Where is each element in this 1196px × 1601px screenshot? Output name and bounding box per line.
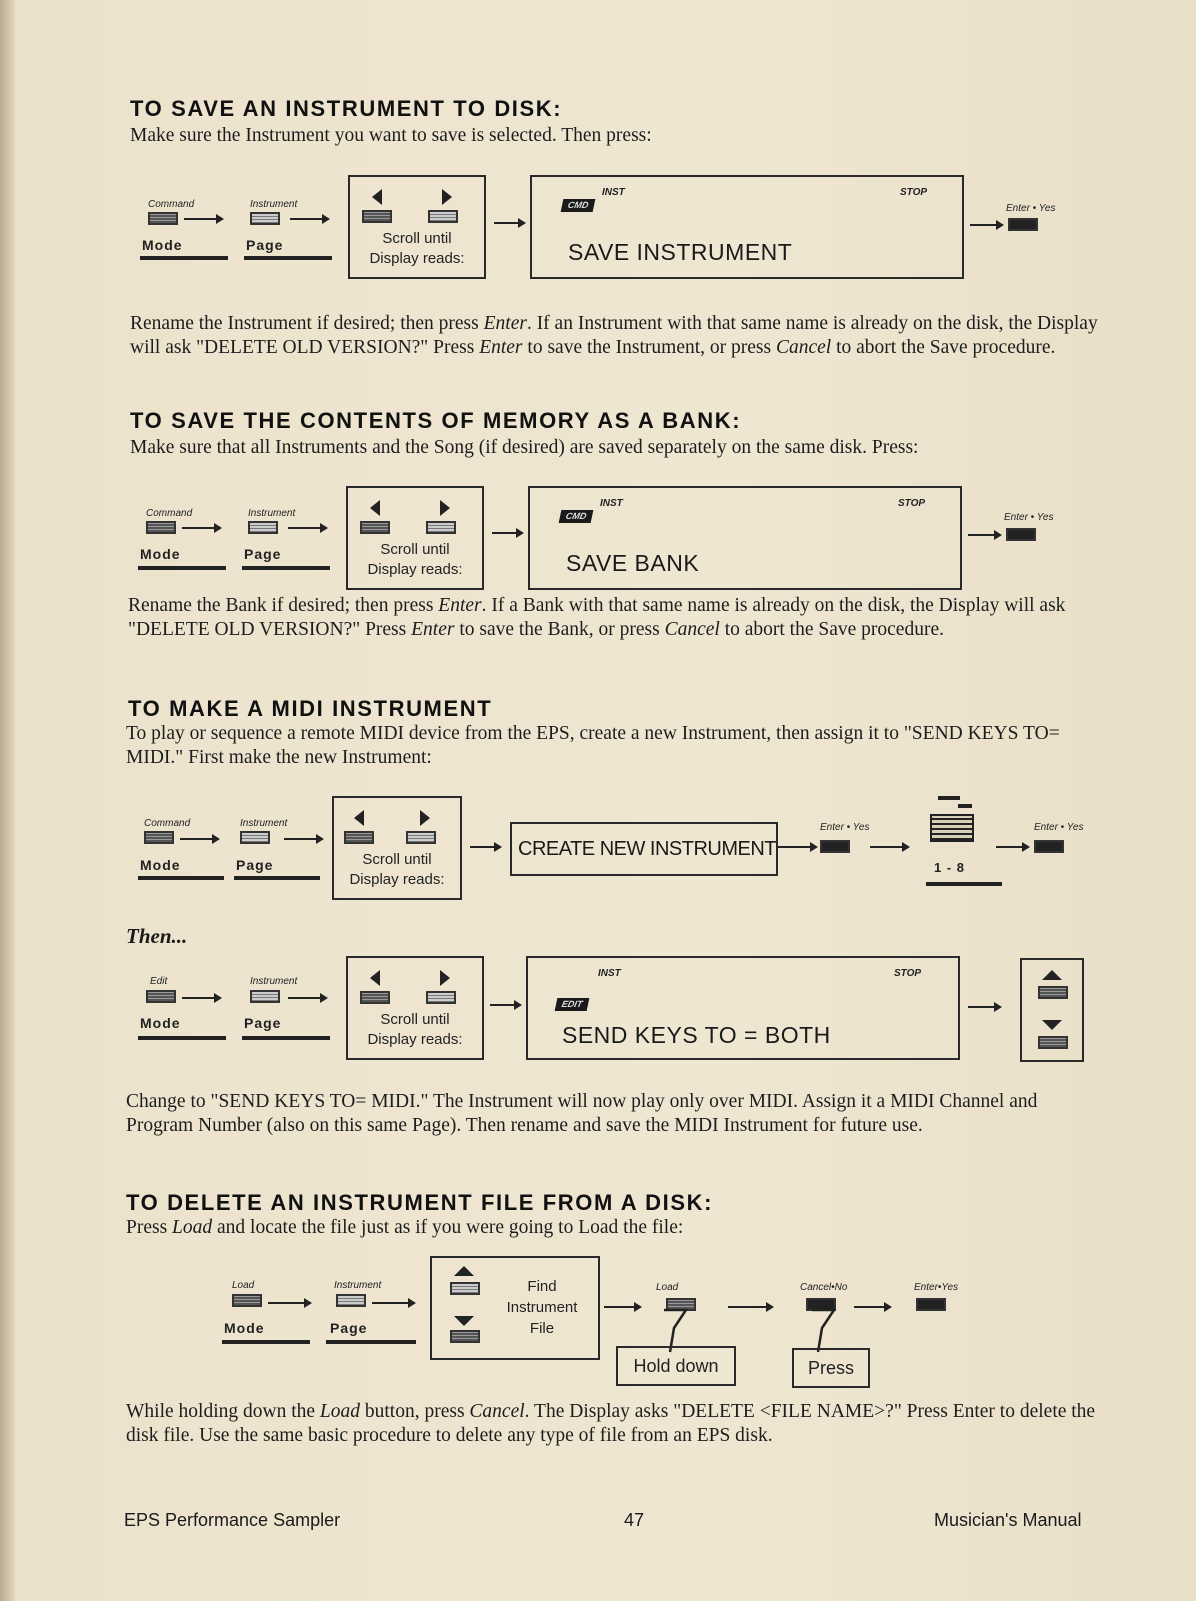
down-button-icon	[450, 1330, 480, 1343]
page-key-name: Page	[244, 1015, 282, 1031]
section-intro: Make sure the Instrument you want to save is selected. Then press:	[130, 125, 652, 146]
command-button-icon	[146, 521, 176, 534]
scroll-right-button-icon	[426, 521, 456, 534]
section-title-delete-file: TO DELETE AN INSTRUMENT FILE FROM A DISK:	[126, 1190, 714, 1215]
left-arrow-icon	[372, 189, 382, 205]
bank-select-icon-part	[958, 804, 972, 808]
load-key-label: Load	[232, 1280, 255, 1291]
down-button-icon	[1038, 1036, 1068, 1049]
section-title-save-instrument: TO SAVE AN INSTRUMENT TO DISK:	[130, 96, 563, 121]
arrow-icon	[996, 846, 1028, 848]
stop-tag: STOP	[900, 187, 928, 198]
instrument-key-label: Instrument	[248, 508, 296, 519]
up-button-icon	[450, 1282, 480, 1295]
page-underline	[242, 566, 330, 570]
section-body: Rename the Instrument if desired; then press Enter. If an Instrument with that same name is already on the disk, the Display will ask "DELETE OLD VERSION?" Press Enter to save the Instrument, or press Cancel to abort the Save procedure.	[130, 313, 1098, 358]
edit-badge: EDIT	[555, 998, 590, 1011]
down-arrow-icon	[1042, 1020, 1062, 1030]
enter-yes-label: Enter • Yes	[1004, 512, 1054, 523]
load-mode-button-icon	[232, 1294, 262, 1307]
hold-down-callout: Hold down	[616, 1346, 736, 1386]
section-intro: Press Load and locate the file just as if you were going to Load the file:	[126, 1217, 684, 1238]
section-title-midi-instrument: TO MAKE A MIDI INSTRUMENT	[128, 696, 493, 721]
arrow-icon	[870, 846, 908, 848]
inst-tag: INST	[598, 968, 621, 979]
then-label: Then...	[126, 924, 188, 948]
scroll-text-line1: Scroll until	[362, 851, 432, 868]
range-label: 1 - 8	[934, 860, 966, 875]
scroll-text-line1: Scroll until	[380, 1011, 450, 1028]
page-underline	[234, 876, 320, 880]
page-key-name: Page	[246, 237, 284, 253]
scroll-text-line2: Display reads:	[369, 250, 465, 267]
left-arrow-icon	[370, 970, 380, 986]
enter-yes-label: Enter • Yes	[820, 822, 870, 833]
right-arrow-icon	[420, 810, 430, 826]
display-text: CREATE NEW INSTRUMENT	[518, 838, 777, 860]
instrument-key-label: Instrument	[240, 818, 288, 829]
scroll-right-button-icon	[428, 210, 458, 223]
scroll-text-line2: Display reads:	[367, 1031, 463, 1048]
instrument-key-label: Instrument	[250, 199, 298, 210]
cmd-badge: CMD	[561, 199, 596, 212]
scroll-text-line1: Scroll until	[380, 541, 450, 558]
page-underline	[326, 1340, 416, 1344]
left-arrow-icon	[370, 500, 380, 516]
arrow-icon	[494, 222, 524, 224]
arrow-icon	[268, 1302, 310, 1304]
page-underline	[242, 1036, 330, 1040]
command-button-icon	[144, 831, 174, 844]
edit-key-label: Edit	[150, 976, 168, 987]
arrow-icon	[288, 527, 326, 529]
command-key-label: Command	[146, 508, 193, 519]
page-spine-shadow	[0, 0, 14, 1601]
footer-product: EPS Performance Sampler	[124, 1510, 341, 1530]
section-body: Change to "SEND KEYS TO= MIDI." The Instrument will now play only over MIDI. Assign it a MIDI Channel and Program Number (also on this same Page). Then rename and save the MIDI Instrument for future use.	[126, 1091, 1038, 1136]
mode-underline	[138, 566, 226, 570]
up-arrow-icon	[454, 1266, 474, 1276]
mode-underline	[138, 1036, 226, 1040]
page-key-name: Page	[330, 1320, 368, 1336]
instrument-button-icon	[250, 990, 280, 1003]
scroll-text-line1: Scroll until	[382, 230, 452, 247]
lcd-display	[526, 956, 960, 1060]
stop-tag: STOP	[898, 498, 926, 509]
right-arrow-icon	[442, 189, 452, 205]
arrow-icon	[182, 527, 220, 529]
mode-key-name: Mode	[140, 1015, 181, 1031]
arrow-icon	[470, 846, 500, 848]
scroll-right-button-icon	[406, 831, 436, 844]
arrow-icon	[968, 1006, 1000, 1008]
scroll-box	[332, 796, 462, 900]
cancel-no-label: Cancel•No	[800, 1282, 848, 1293]
scroll-left-button-icon	[360, 521, 390, 534]
inst-tag: INST	[602, 187, 625, 198]
instrument-button-icon	[248, 521, 278, 534]
cmd-badge: CMD	[559, 510, 594, 523]
find-instrument-file-text: Find Instrument File	[506, 1278, 578, 1337]
arrow-icon	[284, 838, 322, 840]
scroll-left-button-icon	[360, 991, 390, 1004]
page-key-name: Page	[236, 857, 274, 873]
find-file-box	[430, 1256, 600, 1360]
press-callout: Press	[792, 1348, 870, 1388]
lcd-display	[530, 175, 964, 279]
arrow-icon	[604, 1306, 640, 1308]
enter-button-icon	[916, 1298, 946, 1311]
arrow-icon	[970, 224, 1002, 226]
lcd-display	[510, 822, 778, 876]
stop-tag: STOP	[894, 968, 922, 979]
command-button-icon	[148, 212, 178, 225]
right-arrow-icon	[440, 970, 450, 986]
enter-yes-label: Enter • Yes	[1006, 203, 1056, 214]
arrow-icon	[968, 534, 1000, 536]
right-arrow-icon	[440, 500, 450, 516]
instrument-button-icon	[240, 831, 270, 844]
enter-yes-label: Enter•Yes	[914, 1282, 959, 1293]
footer-manual: Musician's Manual	[934, 1510, 1082, 1530]
range-underline	[926, 882, 1002, 886]
section-intro: To play or sequence a remote MIDI device from the EPS, create a new Instrument, then assign it to "SEND KEYS TO= MIDI." First make the new Instrument:	[126, 723, 1060, 768]
mode-key-name: Mode	[142, 237, 183, 253]
arrow-icon	[180, 838, 218, 840]
page-underline	[244, 256, 332, 260]
mode-underline	[222, 1340, 310, 1344]
section-intro: Make sure that all Instruments and the Song (if desired) are saved separately on the same disk. Press:	[130, 437, 919, 458]
arrow-icon	[728, 1306, 772, 1308]
bank-select-icon	[938, 796, 960, 800]
arrow-icon	[490, 1004, 520, 1006]
scroll-box	[346, 956, 484, 1060]
section-body: While holding down the Load button, press Cancel. The Display asks "DELETE <FILE NAME>?" Press Enter to delete the disk file. Use the same basic procedure to delete any type of file from an EPS disk.	[126, 1401, 1096, 1446]
mode-key-name: Mode	[140, 857, 181, 873]
load-key-label: Load	[656, 1282, 679, 1293]
instrument-key-label: Instrument	[250, 976, 298, 987]
enter-button-icon	[1034, 840, 1064, 853]
arrow-icon	[492, 532, 522, 534]
mode-key-name: Mode	[140, 546, 181, 562]
display-text: SAVE BANK	[566, 550, 700, 576]
scroll-text-line2: Display reads:	[367, 561, 463, 578]
scroll-box	[346, 486, 484, 590]
enter-button-icon	[1008, 218, 1038, 231]
display-text: SEND KEYS TO = BOTH	[562, 1022, 831, 1048]
enter-yes-label: Enter • Yes	[1034, 822, 1084, 833]
number-keys-icon	[930, 814, 974, 842]
display-text: SAVE INSTRUMENT	[568, 239, 793, 265]
arrow-icon	[854, 1306, 890, 1308]
mode-underline	[140, 256, 228, 260]
arrow-icon	[184, 218, 222, 220]
instrument-button-icon	[250, 212, 280, 225]
arrow-icon	[288, 997, 326, 999]
command-key-label: Command	[148, 199, 195, 210]
arrow-icon	[778, 846, 816, 848]
mode-underline	[138, 876, 224, 880]
left-arrow-icon	[354, 810, 364, 826]
arrow-icon	[372, 1302, 414, 1304]
up-down-box	[1020, 958, 1084, 1062]
down-arrow-icon	[454, 1316, 474, 1326]
up-arrow-icon	[1042, 970, 1062, 980]
command-key-label: Command	[144, 818, 191, 829]
page-number: 47	[624, 1510, 645, 1530]
enter-button-icon	[1006, 528, 1036, 541]
section-body: Rename the Bank if desired; then press Enter. If a Bank with that same name is already on the disk, the Display will ask "DELETE OLD VERSION?" Press Enter to save the Bank, or press Cancel to abort the Save procedure.	[128, 595, 1066, 640]
scroll-left-button-icon	[344, 831, 374, 844]
scroll-right-button-icon	[426, 991, 456, 1004]
scroll-text-line2: Display reads:	[349, 871, 445, 888]
scroll-box	[348, 175, 486, 279]
instrument-button-icon	[336, 1294, 366, 1307]
instrument-key-label: Instrument	[334, 1280, 382, 1291]
inst-tag: INST	[600, 498, 623, 509]
scroll-left-button-icon	[362, 210, 392, 223]
lcd-display	[528, 486, 962, 590]
up-button-icon	[1038, 986, 1068, 999]
arrow-icon	[182, 997, 220, 999]
section-title-save-bank: TO SAVE THE CONTENTS OF MEMORY AS A BANK:	[130, 408, 742, 433]
enter-button-icon	[820, 840, 850, 853]
page-key-name: Page	[244, 546, 282, 562]
mode-key-name: Mode	[224, 1320, 265, 1336]
edit-button-icon	[146, 990, 176, 1003]
arrow-icon	[290, 218, 328, 220]
